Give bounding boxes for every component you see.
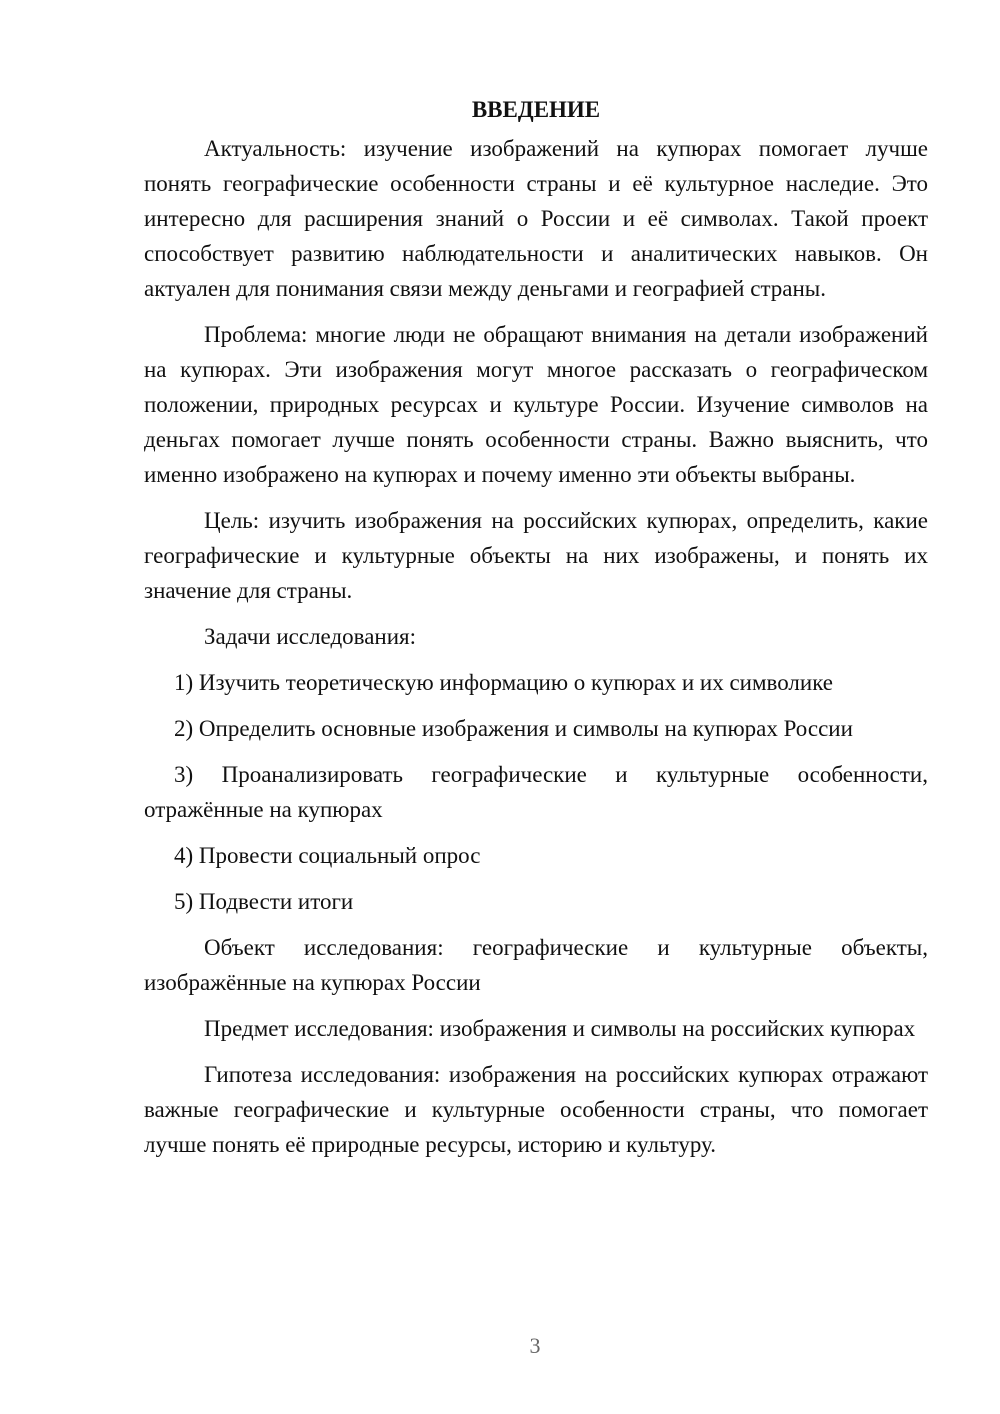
document-body [144,92,928,1173]
task-item-3: 3) Проанализировать географические и культурные особенности, отражённые на купюрах [144,762,928,822]
task-item-1: 1) Изучить теоретическую информацию о купюрах и их символике [174,670,834,695]
tasks-heading: Задачи исследования: [204,624,417,649]
task-item-4: 4) Провести социальный опрос [174,843,481,868]
tasks-list [144,665,928,919]
task-item-5: 5) Подвести итоги [174,889,354,914]
section-heading: ВВЕДЕНИЕ [471,97,601,122]
goal-paragraph: Цель: изучить изображения на российских купюрах, определить, какие географические и культурные объекты на них изображены, и понять их значение для страны. [144,508,928,603]
page-number: 3 [529,1333,541,1358]
task-item-2: 2) Определить основные изображения и символы на купюрах России [174,716,853,741]
relevance-paragraph: Актуальность: изучение изображений на купюрах помогает лучше понять географические особенности страны и её культурное наследие. Это интересно для расширения знаний о России и её символах. Такой проект способствует развитию наблюдательности и аналитических навыков. Он актуален для понимания связи между деньгами и географией страны. [144,136,928,301]
problem-paragraph: Проблема: многие люди не обращают внимания на детали изображений на купюрах. Эти изображения могут многое рассказать о географическом положении, природных ресурсах и культуре России. Изучение символов на деньгах помогает лучше понять особенности страны. Важно выяснить, что именно изображено на купюрах и почему именно эти объекты выбраны. [144,322,928,487]
hypothesis-paragraph: Гипотеза исследования: изображения на российских купюрах отражают важные географические и культурные особенности страны, что помогает лучше понять её природные ресурсы, историю и культуру. [144,1062,928,1157]
subject-paragraph: Предмет исследования: изображения и символы на российских купюрах [204,1016,916,1041]
object-paragraph: Объект исследования: географические и культурные объекты, изображённые на купюрах России [144,935,928,995]
